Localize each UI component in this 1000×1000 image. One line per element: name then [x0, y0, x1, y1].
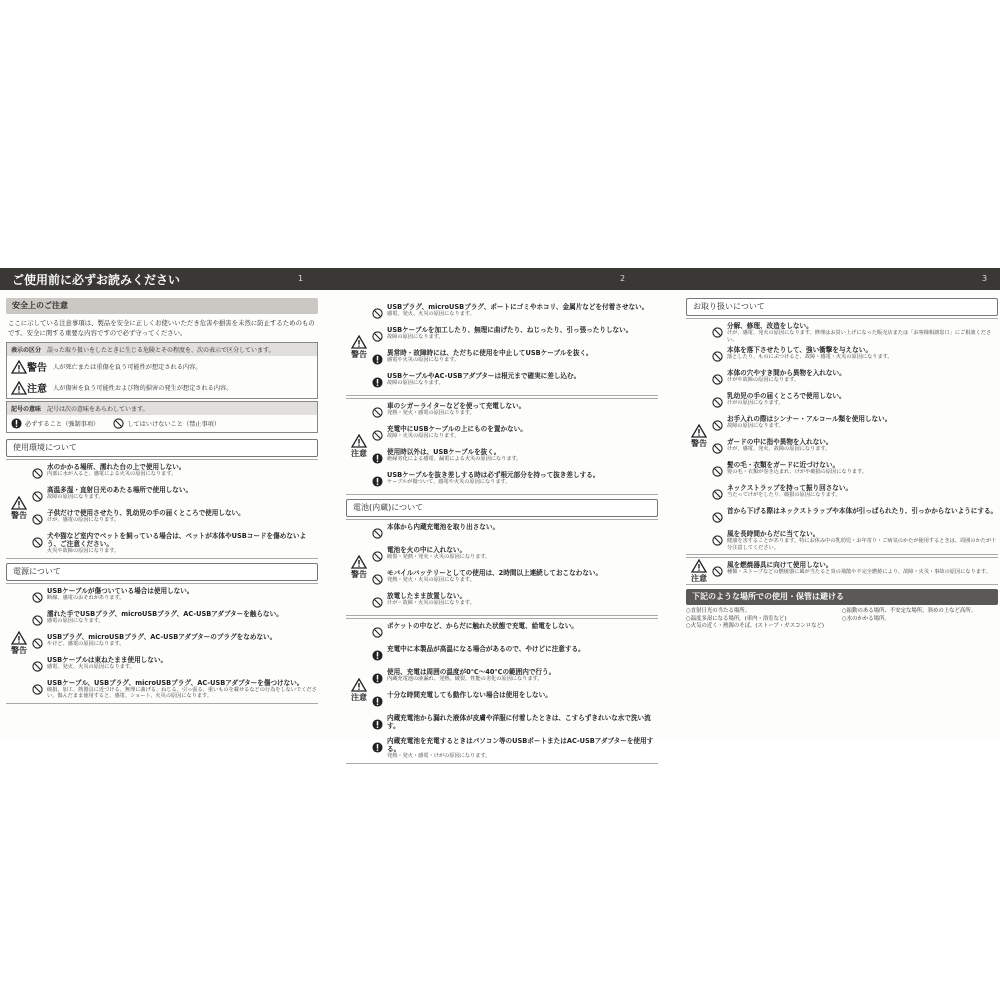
item-text: 乳幼児の手の届くところで使用しない。 [727, 392, 846, 400]
storage-place: ○直射日光の当たる場所。 [686, 608, 751, 614]
mandatory-icon [372, 696, 383, 707]
storage-place: ○振動のある場所、不安定な場所、斜めの上など高所。 [842, 608, 977, 614]
item-note: 火災や故障の原因になります。 [47, 548, 120, 554]
list-item [712, 484, 998, 504]
warning-word: 警告 [27, 363, 47, 374]
item-note: 故障の原因になります。 [387, 334, 444, 340]
warning-label: 警告 [691, 439, 707, 448]
item-text: 犬や猫など室内でペットを飼っている場合は、ペットが本体やUSBコードを傷めないよう、ご注意ください。 [47, 532, 307, 548]
item-note: 故障の原因になります。 [47, 494, 104, 500]
column-2 [346, 298, 658, 766]
prohibited-icon [32, 592, 43, 603]
warning-label: 警告 [11, 645, 27, 655]
list-item [372, 448, 658, 468]
caution-label: 注意 [351, 693, 367, 703]
list-item [32, 532, 318, 555]
item-text: お手入れの際はシンナー・アルコール類を使用しない。 [727, 415, 892, 423]
item-note: けがや故障の原因になります。 [727, 377, 800, 383]
warning-label: 警告 [351, 570, 367, 579]
storage-place: ○火気の近く・熱源のそば。(ストーブ・ガスコンロなど) [686, 623, 825, 629]
caution-triangle-icon [351, 434, 367, 448]
caution-triangle-icon [11, 381, 27, 395]
storage-places [686, 608, 998, 631]
item-note: けが、感電の原因になります。 [47, 517, 120, 523]
usb-warning-group [346, 300, 658, 396]
mandatory-icon [372, 453, 383, 464]
battery-caution-group [346, 618, 658, 764]
prohibited-icon [113, 418, 124, 429]
item-note: 破裂・発熱・発火・火災の原因になります。 [387, 554, 491, 560]
item-note: 健康を害することがあります。特にお休み中の乳幼児・お年寄り・ご病気のかたが使用するときは、周囲のかたが十分注意してください。 [727, 538, 997, 551]
item-note: やけど、感電の原因になります。 [47, 640, 125, 647]
battery-caution-items [372, 619, 658, 763]
column-1 [6, 298, 318, 706]
list-item [32, 656, 318, 676]
prohibited-icon [372, 627, 383, 638]
item-note: 感電、発火、火災の原因になります。 [47, 663, 135, 670]
prohibited-icon [712, 566, 723, 577]
handling-warning-group [686, 318, 998, 555]
warning-desc: 人が死亡または重傷を負う可能性が想定される内容。 [53, 364, 202, 371]
item-note: 感電、発火、火災の原因になります。 [387, 311, 475, 317]
item-text: 充電中にUSBケーブルの上にものを置かない。 [387, 425, 527, 433]
item-note: 種類・ストーブなどの燃焼器に風が当たると炎の飛散や不完全燃焼により、故障・火災・事故の原因になります。 [727, 569, 991, 575]
column-3 [686, 298, 998, 631]
item-text: USBプラグ、microUSBプラグ、AC-USBアダプターのプラグをなめない。 [47, 632, 277, 641]
item-text: 本体から内蔵充電池を取り出さない。 [387, 523, 500, 531]
prohibited-icon [712, 466, 723, 477]
list-item [712, 392, 998, 412]
list-item [32, 463, 318, 483]
handling-warning-items [712, 319, 998, 554]
list-item [32, 679, 318, 700]
mandatory-icon [372, 377, 383, 388]
power-warning-group [6, 583, 318, 704]
item-note: 故障・火災の原因になります。 [387, 433, 460, 439]
item-text: USBケーブル、USBプラグ、microUSBプラグ、AC-USBアダプターを傷つけない。 [47, 678, 304, 687]
item-note: 感電の原因になります。 [47, 617, 104, 624]
prohibited-icon [712, 443, 723, 454]
handling-section-header: お取り扱いについて [686, 298, 998, 316]
list-item [712, 461, 998, 481]
prohibited-icon [712, 374, 723, 385]
prohibited-icon [712, 512, 723, 523]
environment-warning-group [6, 459, 318, 559]
item-text: 高温多湿・直射日光のあたる場所で使用しない。 [47, 486, 193, 494]
item-text: 本体を落下させたりして、強い衝撃を与えない。 [727, 346, 872, 354]
caution-desc: 人が傷害を負う可能性および物的損害の発生が想定される内容。 [53, 385, 233, 392]
mandatory-icon [11, 418, 22, 429]
item-text: 風を長時間からだに当てない。 [727, 530, 820, 538]
prohibited-icon [712, 351, 723, 362]
warning-triangle-icon [351, 335, 367, 349]
item-note: 発熱・発火・感電の原因になります。 [387, 410, 475, 416]
item-text: 十分な時間充電しても動作しない場合は使用をしない。 [387, 691, 552, 699]
item-text: 車のシガーライターなどを使って充電しない。 [387, 402, 526, 410]
prohibited-icon [712, 327, 723, 338]
prohibited-icon [372, 331, 383, 342]
safety-section-header: 安全上のご注意 [6, 298, 318, 314]
page-number-2: 2 [620, 274, 626, 283]
list-item [712, 561, 998, 581]
storage-place: ○温度多湿になる場所。(車内・浴室など) [686, 615, 787, 622]
display-classification-box [6, 342, 318, 399]
page-number-1: 1 [298, 274, 304, 283]
symbol-meaning-box [6, 401, 318, 433]
item-note: けが、感電、発火の原因になります。修理はお買い上げになった販売店または「お客様相談窓口」にご相談ください。 [727, 330, 992, 343]
list-item [712, 415, 998, 435]
item-text: USBケーブルは束ねたまま使用しない。 [47, 655, 168, 664]
item-note: 断線、感電のおそれがあります。 [47, 594, 125, 601]
mandatory-icon [372, 650, 383, 661]
display-label: 表示の区分 [11, 347, 42, 354]
storage-place: ○水のかかる場所。 [842, 615, 890, 622]
list-item [372, 691, 658, 711]
prohibited-icon [372, 430, 383, 441]
item-note: 落としたり、ものにぶつけると、故障・感電・火災の原因になります。 [727, 354, 893, 360]
item-text: 電池を火の中に入れない。 [387, 546, 467, 554]
list-item [32, 587, 318, 607]
list-item [372, 592, 658, 612]
list-item [712, 322, 998, 343]
mandatory-icon [372, 742, 383, 753]
item-text: 異常時・故障時には、ただちに使用を中止してUSBケーブルを抜く。 [387, 349, 593, 357]
power-items [32, 584, 318, 703]
prohibited-icon [712, 489, 723, 500]
usb-caution-group [346, 398, 658, 495]
item-text: 本体の穴やすき間から異物を入れない。 [727, 369, 846, 377]
mandatory-icon [372, 673, 383, 684]
item-note: 発熱・発火・感電・けがの原因になります。 [387, 753, 491, 759]
item-note: けがの原因になります。 [727, 400, 784, 406]
item-text: 濡れた手でUSBプラグ、microUSBプラグ、AC-USBアダプターを触らない。 [47, 609, 283, 618]
prohibited-icon [372, 308, 383, 319]
list-item [372, 737, 658, 760]
prohibited-icon [32, 514, 43, 525]
item-note: 内蔵充電池の液漏れ、発熱、破裂、性能の劣化の原因になります。 [387, 676, 543, 682]
warning-triangle-icon [11, 360, 27, 374]
list-item [372, 471, 658, 491]
item-text: ガードの中に指や異物を入れない。 [727, 438, 833, 446]
item-note: 故障の原因になります。 [387, 380, 444, 386]
header-banner [0, 268, 1000, 290]
environment-items [32, 460, 318, 558]
list-item [372, 645, 658, 665]
power-section-header: 電源について [6, 563, 318, 581]
list-item [372, 349, 658, 369]
item-note: 絶縁劣化による感電、漏電による火災の原因になります。 [387, 456, 522, 462]
item-text: USBケーブルやAC-USBアダプターは根元まで確実に差し込む。 [387, 372, 581, 380]
prohibited-icon [372, 597, 383, 608]
item-text: 分解、修理、改造をしない。 [727, 322, 813, 330]
list-item [32, 610, 318, 630]
warning-triangle-icon [691, 424, 707, 438]
item-text: USBケーブルが傷ついている場合は使用しない。 [47, 586, 194, 595]
item-text: USBプラグ、microUSBプラグ、ポートにゴミやホコリ、金属片などを付着させない。 [387, 303, 649, 311]
item-text: ポケットの中など、からだに触れた状態で充電、給電をしない。 [387, 622, 578, 630]
handling-caution-group [686, 557, 998, 585]
caution-triangle-icon [351, 678, 367, 692]
item-note: 髪の毛・衣類が巻き込まれ、けがや破損の原因になります。 [727, 469, 867, 475]
prohibited-icon [32, 468, 43, 479]
item-text: 髪の毛・衣類をガードに近づけない。 [727, 461, 840, 469]
item-note: けが、感電、発火、故障の原因になります。 [727, 446, 831, 452]
list-item [712, 507, 998, 527]
prohibited-icon [712, 535, 723, 546]
item-text: USBケーブルを加工したり、無理に曲げたり、ねじったり、引っ張ったりしない。 [387, 326, 633, 334]
list-item [372, 303, 658, 323]
list-item [372, 546, 658, 566]
list-item [372, 326, 658, 346]
list-item [712, 530, 998, 551]
list-item [32, 509, 318, 529]
prohibited-icon [32, 537, 43, 548]
item-text: 充電中に本製品が高温になる場合があるので、やけどに注意する。 [387, 645, 585, 653]
item-note: 当たってけがをしたり、破損の原因になります。 [727, 492, 841, 498]
prohibited-icon [372, 574, 383, 585]
symbol-desc: 記号は次の意味をあらわしています。 [47, 406, 149, 413]
prohibited-icon [32, 661, 43, 672]
item-note: 発熱・発火・火災の原因になります。 [387, 577, 475, 583]
warning-triangle-icon [11, 631, 27, 645]
prohibited-icon [32, 684, 43, 695]
list-item [32, 633, 318, 653]
list-item [372, 714, 658, 734]
item-text: 水のかかる場所、濡れた台の上で使用しない。 [47, 463, 186, 471]
prohibited-icon [32, 615, 43, 626]
item-note: ケーブルが傷ついて、感電や火災の原因になります。 [387, 479, 511, 485]
battery-section-header: 電池(内蔵)について [346, 499, 658, 517]
item-note: 内部に水が入ると、感電による火災の原因になります。 [47, 471, 177, 477]
mandatory-label: 必ずすること（強制事項） [25, 421, 100, 428]
safety-intro: ここに示している注意事項は、製品を安全に正しくお使いいただき危害や損害を未然に防止するためのものです。安全に関する重要な内容ですので必ず守ってください。 [8, 319, 315, 337]
item-text: 内蔵充電池を充電するときはパソコン等のUSBポートまたはAC-USBアダプターを使用する。 [387, 737, 654, 753]
item-text: 首から下げる際はネックストラップや本体が引っぱられたり、引っかからないようにする。 [727, 507, 998, 515]
item-text: 風を燃焼器具に向けて使用しない。 [727, 561, 833, 569]
item-text: ネックストラップを持って振り回さない。 [727, 484, 853, 492]
usb-warning-items [372, 300, 658, 395]
environment-section-header: 使用環境について [6, 439, 318, 457]
list-item [712, 369, 998, 389]
prohibited-icon [32, 491, 43, 502]
storage-section-header: 下記のような場所での使用・保管は避ける [686, 589, 998, 605]
item-note: 故障の原因になります。 [727, 423, 784, 429]
prohibited-icon [32, 638, 43, 649]
list-item [712, 346, 998, 366]
item-text: 内蔵充電池から漏れた液体が皮膚や洋服に付着したときは、こすらずきれいな水で洗い流す。 [387, 714, 651, 730]
warning-label: 警告 [11, 511, 27, 521]
storage-left-list [686, 608, 842, 631]
mandatory-icon [372, 476, 383, 487]
list-item [372, 569, 658, 589]
prohibited-icon [372, 528, 383, 539]
caution-triangle-icon [691, 559, 707, 573]
caution-label: 注意 [691, 573, 707, 583]
list-item [372, 668, 658, 688]
symbol-label: 記号の意味 [11, 406, 42, 413]
list-item [32, 486, 318, 506]
list-item [372, 425, 658, 445]
prohibited-icon [712, 420, 723, 431]
item-note: 破損、加工、熱器具に近づける、無理に曲げる、ねじる、引っ張る、重いものを載せるなどの行為をしないでください。傷んだまま使用すると、感電、ショート、火災の原因になります。 [47, 686, 317, 699]
prohibited-icon [372, 407, 383, 418]
mandatory-icon [372, 354, 383, 365]
warning-label: 警告 [351, 350, 367, 359]
mandatory-icon [372, 719, 383, 730]
item-note: けが・故障・火災の原因になります。 [387, 600, 475, 606]
list-item [372, 372, 658, 392]
caution-word: 注意 [27, 384, 47, 395]
item-text: 放電したまま放置しない。 [387, 592, 467, 600]
list-item [372, 622, 658, 642]
item-note: 感電や火災の原因になります。 [387, 357, 460, 363]
item-text: USBケーブルを抜き差しする時は必ず根元部分を持って抜き差しする。 [387, 471, 600, 479]
item-text: 使用時以外は、USBケーブルを抜く。 [387, 448, 501, 456]
warning-triangle-icon [11, 496, 27, 510]
prohibited-icon [712, 397, 723, 408]
storage-right-list [842, 608, 998, 631]
handling-caution-items [712, 558, 998, 584]
page-number-3: 3 [982, 274, 988, 283]
caution-label: 注意 [351, 449, 367, 458]
list-item [372, 402, 658, 422]
list-item [712, 438, 998, 458]
display-desc: 誤った取り扱いをしたときに生じる危険とその程度を、次の表示で区分しています。 [47, 347, 275, 354]
usb-caution-items [372, 399, 658, 494]
item-text: 子供だけで使用させたり、乳幼児の手の届くところで使用しない。 [47, 509, 245, 517]
item-text: モバイルバッテリーとしての使用は、2時間以上連続しておこなわない。 [387, 569, 603, 577]
battery-warning-items [372, 520, 658, 615]
list-item [372, 523, 658, 543]
prohibited-icon [372, 551, 383, 562]
prohibited-label: してはいけないこと（禁止事項） [127, 421, 221, 428]
header-title: ご使用前に必ずお読みください [12, 273, 181, 287]
item-text: 使用、充電は周囲の温度が0℃〜40℃の範囲内で行う。 [387, 668, 556, 676]
warning-triangle-icon [351, 555, 367, 569]
battery-warning-group [346, 519, 658, 616]
